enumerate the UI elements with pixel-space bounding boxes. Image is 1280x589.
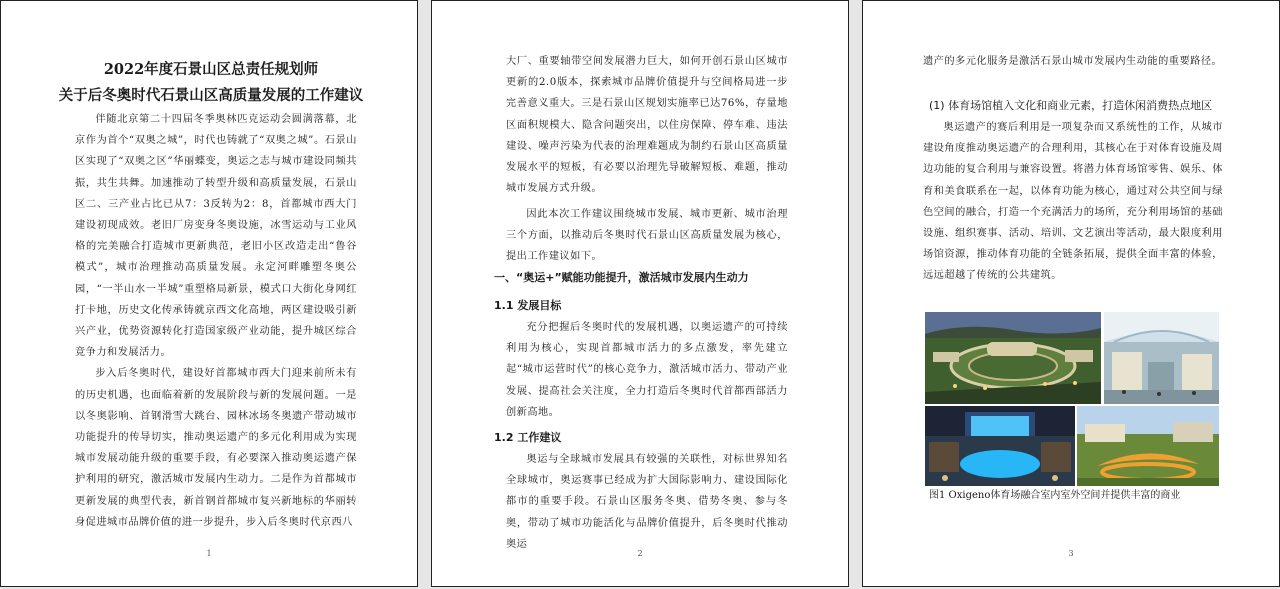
page2-paragraph-2: 因此本次工作建议围绕城市发展、城市更新、城市治理三个方面，以推动后冬奥时代石景山区高质量发展为核心，提出工作建议如下。 <box>506 209 788 263</box>
page3-paragraph-2: 奥运遗产的赛后利用是一项复杂而又系统性的工作，从城市建设角度推动奥运遗产的合理利用，其核心在于对体育设施及周边功能的复合利用与兼容设置。将潜力体育场馆零售、娱乐、体育和美食联系在一起，以体育功能为核心，通过对公共空间与绿色空间的融合，打造一个充满活力的场所，充分利用场馆的基础设施、组织赛事、活动、培训、文艺演出等活动，最大限度利用场馆资源，推动体育功能的全链条拓展，提供全面丰富的体验，远远超越了传统的公共建筑。 <box>923 122 1223 282</box>
subsection-heading-1-2: 1.2 工作建议 <box>494 431 562 444</box>
page2-body-goal <box>506 317 788 425</box>
page2-paragraph-3: 充分把握后冬奥时代的发展机遇，以奥运遗产的可持续利用为核心，实现首都城市活力的多点激发，率先建立起“城市运营时代”的核心竞争力，激活城市活力、带动产业发展、提高社会关注度，全力打造后冬奥时代首都西部活力创新高地。 <box>506 322 788 418</box>
park-pavilion-photo <box>1077 406 1219 486</box>
page1-paragraph-2: 步入后冬奥时代，建设好首都城市西大门迎来前所未有的历史机遇，也面临着新的发展阶段与新的发展问题。一是以冬奥影响、首钢滑雪大跳台、园林冰场冬奥遗产带动城市功能提升的传导切实，推动奥运遗产的多元化利用成为实现城市发展动能升级的重要手段，有必要深入推动奥运遗产保护利用的研究，激活城市发展内生动力。二是作为首都城市更新发展的典型代表，新首钢首都城市复兴新地标的华丽转身促进城市品牌价值的进一步提升，步入后冬奥时代京西八 <box>75 368 357 528</box>
page2-body-advice <box>506 449 788 550</box>
section-heading-1: 一、“奥运+”赋能功能提升，激活城市发展内生动力 <box>494 271 749 284</box>
subsection-heading-1-1: 1.1 发展目标 <box>494 299 562 312</box>
document-page-3 <box>862 0 1280 587</box>
page1-paragraph-1: 伴随北京第二十四届冬季奥林匹克运动会圆满落幕，北京作为首个“双奥之城”，时代也铸就了“双奥之城”。石景山区实现了“双奥之区”华丽蝶变，奥运之志与城市建设同频共振，共生共舞。加速推动了转型升级和高质量发展，石景山区二、三产业占比已从7：3反转为2：8，首都城市西大门建设初现成效。老旧厂房变身冬奥设施，冰雪运动与工业风格的完美融合打造城市更新典范，老旧小区改造走出“鲁谷模式”，城市治理推动高质量发展。永定河畔雕塑冬奥公园，“一半山水一半城”重塑格局新景，模式口大街化身网红打卡地，历史文化传承铸就京西文化高地，两区建设吸引新兴产业，优势资源转化打造国家级产业动能，提升城区综合竞争力和发展活力。 <box>75 114 357 359</box>
page2-body-mid <box>506 204 788 268</box>
page1-body <box>75 109 357 539</box>
document-title-line1: 2022年度石景山区总责任规划师 <box>103 61 319 78</box>
figure-caption: 图1 Oxigeno体育场融合室内室外空间并提供丰富的商业 <box>929 490 1181 501</box>
page2-body-top <box>506 51 788 221</box>
page3-body-top <box>923 51 1223 95</box>
page-number-3: 3 <box>1068 549 1074 558</box>
page2-paragraph-1: 大厂、重要轴带空间发展潜力巨大，如何开创石景山区城市更新的2.0版本，探索城市品牌价值提升与空间格局进一步完善意义重大。三是石景山区规划实施率已达76%，存量地区面积规模大、隐含问题突出，以住房保障、停车难、违法建设、噪声污染为代表的治理难题成为制约石景山区高质量发展水平的短板，有必要以治理先导破解短板、难题，推动城市发展方式升级。 <box>506 56 788 195</box>
page-number-1: 1 <box>206 549 212 558</box>
document-page-2 <box>431 0 849 587</box>
document-page-1 <box>0 0 418 587</box>
document-title-line2: 关于后冬奥时代石景山区高质量发展的工作建议 <box>58 87 364 104</box>
page3-paragraph-1: 遗产的多元化服务是激活石景山城市发展内生动能的重要路径。 <box>923 56 1223 67</box>
page3-body-main <box>923 117 1223 309</box>
atrium-interior-photo <box>1104 312 1219 404</box>
page2-paragraph-4: 奥运与全球城市发展具有较强的关联性，对标世界知名全球城市，奥运赛事已经成为扩大国际影响力、建设国际化都市的重要手段。石景山区服务冬奥、借势冬奥、参与冬奥，带动了城市功能活化与品牌价值提升，后冬奥时代推动奥运 <box>506 454 788 550</box>
page3-subheading: (1) 体育场馆植入文化和商业元素，打造休闲消费热点地区 <box>929 99 1213 112</box>
night-plaza-photo <box>925 406 1075 486</box>
stadium-aerial-photo <box>925 312 1101 404</box>
page-number-2: 2 <box>637 549 643 558</box>
